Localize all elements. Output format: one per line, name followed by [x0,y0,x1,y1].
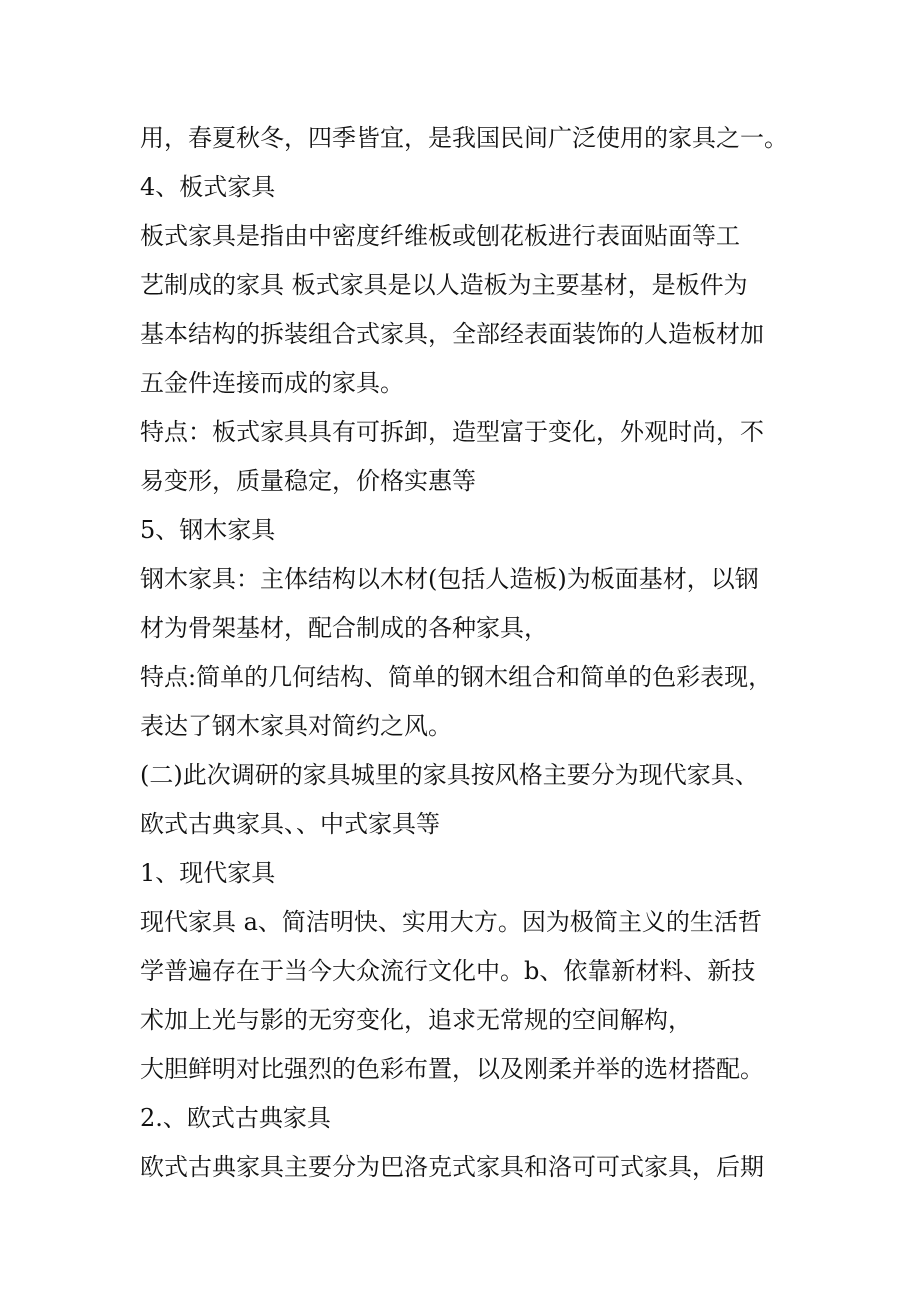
text-line: 欧式古典家具主要分为巴洛克式家具和洛可可式家具，后期 [140,1153,764,1181]
text-line: 基本结构的拆装组合式家具，全部经表面装饰的人造板材加 [140,320,764,348]
text-line: 钢木家具：主体结构以木材(包括人造板)为板面基材，以钢 [140,565,759,593]
text-line: 特点:简单的几何结构、简单的钢木组合和简单的色彩表现， [140,663,773,691]
text-line: 艺制成的家具 板式家具是以人造板为主要基材，是板件为 [140,271,748,299]
section-heading: 4、板式家具 [140,173,276,201]
section-heading: 2.、欧式古典家具 [140,1104,331,1132]
text-line: 学普遍存在于当今大众流行文化中。b、依靠新材料、新技 [140,957,756,985]
text-line: 用，春夏秋冬，四季皆宜，是我国民间广泛使用的家具之一。 [140,124,788,152]
section-heading: 1、现代家具 [140,859,276,887]
section-heading: 5、钢木家具 [140,516,276,544]
text-line: 现代家具 a、简洁明快、实用大方。因为极简主义的生活哲 [140,908,762,936]
text-line: 五金件连接而成的家具。 [140,369,404,397]
text-line: 板式家具是指由中密度纤维板或刨花板进行表面贴面等工 [140,222,740,250]
text-line: 大胆鲜明对比强烈的色彩布置，以及刚柔并举的选材搭配。 [140,1055,764,1083]
text-line: 材为骨架基材，配合制成的各种家具， [140,614,548,642]
text-line: 易变形，质量稳定，价格实惠等 [140,467,476,495]
document-body [140,114,800,1192]
text-line: (二)此次调研的家具城里的家具按风格主要分为现代家具、 [140,761,759,789]
text-line: 表达了钢木家具对简约之风。 [140,712,452,740]
text-line: 术加上光与影的无穷变化，追求无常规的空间解构， [140,1006,692,1034]
text-line: 特点：板式家具具有可拆卸，造型富于变化，外观时尚，不 [140,418,764,446]
text-line: 欧式古典家具、、中式家具等 [140,810,440,838]
